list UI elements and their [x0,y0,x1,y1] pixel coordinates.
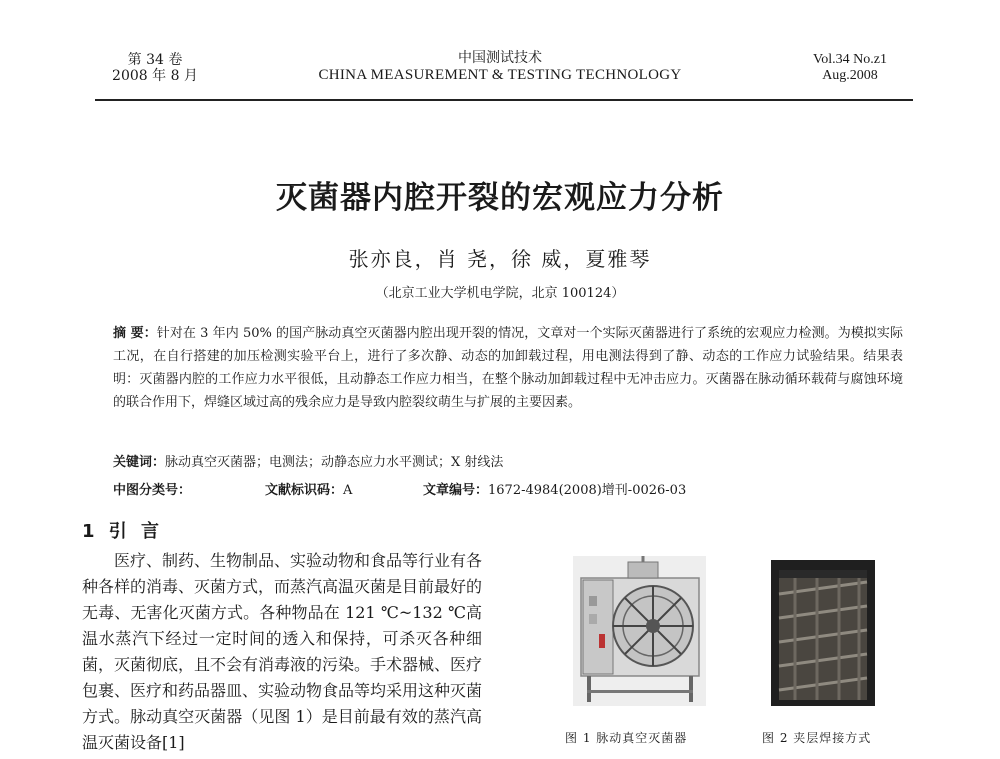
journal-name-cn: 中国测试技术 [458,50,542,66]
journal-name [300,50,700,84]
header-rule [95,99,913,101]
figure-2-caption: 图 2 夹层焊接方式 [762,731,872,745]
article-number-value: 1672-4984(2008)增刊-0026-03 [488,483,687,498]
doc-code [265,481,352,501]
keywords [113,453,903,473]
journal-name-en: CHINA MEASUREMENT & TESTING TECHNOLOGY [318,67,682,83]
article-number [423,481,686,501]
article-title: 灭菌器内腔开裂的宏观应力分析 [276,180,724,216]
header-date-cn: 2008 年 8 月 [112,68,198,84]
doc-code-label: 文献标识码： [265,483,344,498]
figure-2-jacket-welding-photo [771,560,875,706]
body-paragraph: 医疗、制药、生物制品、实验动物和食品等行业有各种各样的消毒、灭菌方式，而蒸汽高温灭菌是目前最好的无毒、无害化灭菌方式。各种物品在 121 ℃~132 ℃高温水蒸汽下经过一定时间的透入和保持，可杀灭各种细菌，灭菌彻底，且不会有消毒液的污染。手术器械、医疗包裹、医疗和药品器皿、实验动物食品等均采用这种灭菌方式。脉动真空灭菌器（见图 1）是目前最有效的蒸汽高温灭菌设备[1] [82,551,483,752]
header-date-en: Aug.2008 [822,68,878,83]
clc-label: 中图分类号： [113,483,192,498]
header-volume-date-en [790,52,910,84]
header-volume-en: Vol.34 No.z1 [812,52,888,67]
header-volume-date [95,52,215,84]
doc-code-value: A [343,483,353,498]
article-number-label: 文章编号： [423,483,489,498]
abstract [113,322,903,414]
abstract-text: 针对在 3 年内 50% 的国产脉动真空灭菌器内腔出现开裂的情况，文章对一个实际灭菌器进行了系统的宏观应力检测。为模拟实际工况，在自行搭建的加压检测实验平台上，进行了多次静、动态的加卸载过程，用电测法得到了静、动态的工作应力试验结果。结果表明：灭菌器内腔的工作应力水平很低，且动静态工作应力相当，在整个脉动加卸载过程中无冲击应力。灭菌器在脉动循环载荷与腐蚀环境的联合作用下，焊缝区域过高的残余应力是导致内腔裂纹萌生与扩展的主要因素。 [113,326,903,410]
figure-1-caption: 图 1 脉动真空灭菌器 [565,731,688,745]
keywords-text: 脉动真空灭菌器；电测法；动静态应力水平测试；X 射线法 [165,455,504,470]
figure-1-sterilizer-photo [573,556,706,706]
article-authors: 张亦良，肖 尧，徐 威，夏雅琴 [348,247,652,271]
abstract-label: 摘 要： [113,326,157,341]
article-affiliation: （北京工业大学机电学院，北京 100124） [375,286,625,301]
keywords-label: 关键词： [113,455,166,470]
header-volume-cn: 第 34 卷 [127,52,183,68]
section-heading: 1 引 言 [82,521,164,542]
